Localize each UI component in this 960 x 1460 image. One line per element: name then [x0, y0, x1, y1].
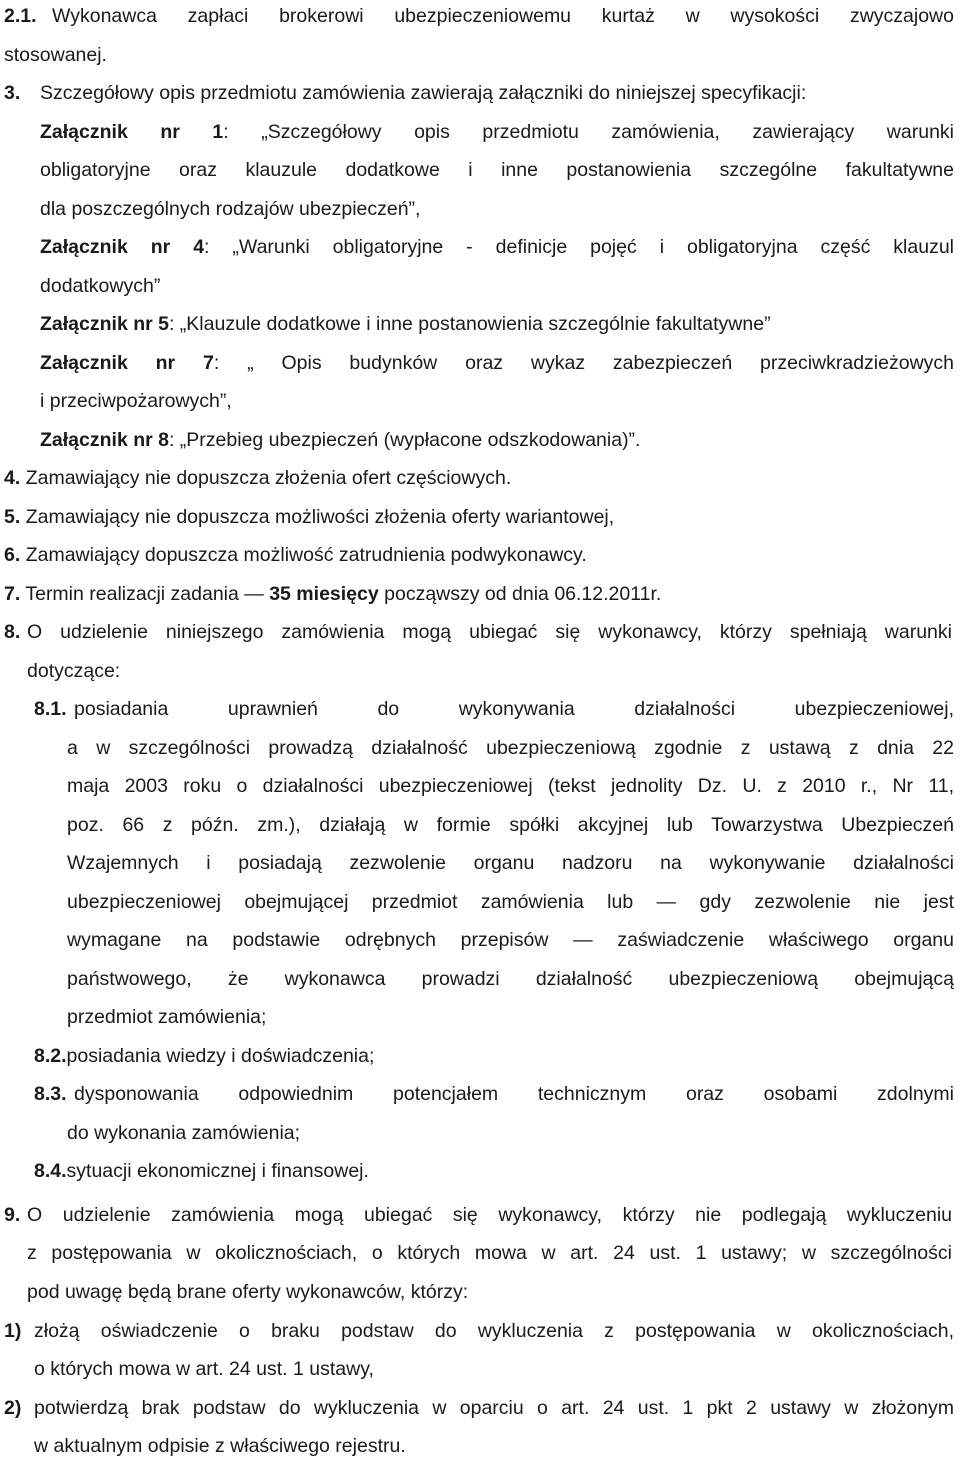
section-number: 5. [4, 506, 21, 528]
section-8-number [4, 620, 20, 644]
term-emphasis: 35 miesięcy [269, 583, 379, 605]
attachment-5-line1 [40, 312, 771, 336]
section-number: 8. [4, 621, 21, 643]
attachment-label: Załącznik nr 5 [40, 313, 169, 335]
attachment-text: : „Warunki obligatoryjne - definicje pojęć i obligatoryjna część klauzul [204, 236, 954, 258]
attachment-text: dodatkowych” [40, 275, 161, 297]
section-9-number [4, 1203, 20, 1227]
paragraph-text: Zamawiający nie dopuszcza możliwości złożenia oferty wariantowej, [25, 506, 615, 528]
section-7 [4, 582, 661, 606]
paragraph-text: a w szczególności prowadzą działalność ubezpieczeniową zgodnie z ustawą z dnia 22 [67, 737, 954, 759]
attachment-text: : „ Opis budynków oraz wykaz zabezpieczeń przeciwkradzieżowych [213, 352, 955, 374]
section-8-4 [34, 1159, 369, 1183]
section-number: 8.3. [34, 1083, 67, 1105]
section-9-line3 [27, 1280, 468, 1304]
list-item-1-line2 [34, 1357, 374, 1381]
attachment-text: dla poszczególnych rodzajów ubezpieczeń”, [40, 198, 421, 220]
list-number: 1) [4, 1320, 22, 1342]
section-8-3-number [34, 1082, 67, 1106]
section-number: 4. [4, 467, 21, 489]
section-number: 9. [4, 1204, 21, 1226]
paragraph-text: w aktualnym odpisie z właściwego rejestru. [34, 1435, 406, 1457]
section-8-1-number [34, 697, 67, 721]
section-number: 7. [4, 583, 21, 605]
section-number: 3. [4, 82, 21, 104]
section-8-1-line5 [67, 851, 954, 875]
section-3-number [4, 81, 20, 105]
paragraph-text: dotyczące: [27, 660, 121, 682]
attachment-text: obligatoryjne oraz klauzule dodatkowe i inne postanowienia szczególne fakultatywne [40, 159, 954, 181]
paragraph-text: O udzielenie niniejszego zamówienia mogą ubiegać się wykonawcy, którzy spełniają warunki [27, 621, 952, 643]
section-8-1-line1 [74, 697, 954, 721]
section-8-line1 [27, 620, 952, 644]
paragraph-text: ubezpieczeniowej obejmującej przedmiot zamówienia lub — gdy zezwolenie nie jest [67, 891, 954, 913]
section-8-1-line7 [67, 928, 954, 952]
paragraph-text: potwierdzą brak podstaw do wykluczenia w oparciu o art. 24 ust. 1 pkt 2 ustawy w złożonym [34, 1397, 954, 1419]
attachment-label: Załącznik nr 4 [40, 236, 205, 258]
attachment-7-line2 [40, 389, 232, 413]
paragraph-text: posiadania uprawnień do wykonywania działalności ubezpieczeniowej, [74, 698, 954, 720]
section-8-1-line3 [67, 774, 954, 798]
section-8-1-line6 [67, 890, 954, 914]
attachment-text: : „Klauzule dodatkowe i inne postanowienia szczególnie fakultatywne” [168, 313, 771, 335]
section-8-1-line2 [67, 736, 954, 760]
paragraph-text: dysponowania odpowiednim potencjałem technicznym oraz osobami zdolnymi [74, 1083, 954, 1105]
section-8-1-line8 [67, 967, 954, 991]
paragraph-text: stosowanej. [4, 44, 107, 66]
list-item-1-line1 [34, 1319, 954, 1343]
paragraph-text: O udzielenie zamówienia mogą ubiegać się wykonawcy, którzy nie podlegają wykluczeniu [27, 1204, 952, 1226]
section-8-line2 [27, 659, 120, 683]
attachment-1-line3 [40, 197, 420, 221]
section-number: 2.1. [4, 5, 37, 27]
paragraph-text: pod uwagę będą brane oferty wykonawców, którzy: [27, 1281, 469, 1303]
list-item-2-line1 [34, 1396, 954, 1420]
paragraph-text: Wykonawca zapłaci brokerowi ubezpieczeniowemu kurtaż w wysokości zwyczajowo [52, 5, 954, 27]
section-2-1-line2 [4, 43, 107, 67]
paragraph-text: poz. 66 z późn. zm.), działają w formie spółki akcyjnej lub Towarzystwa Ubezpieczeń [67, 814, 954, 836]
section-3-intro [40, 81, 806, 105]
paragraph-text: o których mowa w art. 24 ust. 1 ustawy, [34, 1358, 374, 1380]
paragraph-text: państwowego, że wykonawca prowadzi działalność ubezpieczeniową obejmującą [67, 968, 954, 990]
paragraph-text: począwszy od dnia 06.12.2011r. [384, 583, 662, 605]
list-item-1-number [4, 1319, 21, 1343]
attachment-7-line1 [40, 351, 954, 375]
attachment-4-line1 [40, 235, 954, 259]
paragraph-text: wymagane na podstawie odrębnych przepisów — zaświadczenie właściwego organu [67, 929, 954, 951]
section-8-3-line1 [74, 1082, 954, 1106]
paragraph-text: Szczegółowy opis przedmiotu zamówienia zawierają załączniki do niniejszej specyfikacji: [40, 82, 807, 104]
section-8-1-line9 [67, 1005, 266, 1029]
section-8-2 [34, 1044, 374, 1068]
attachment-1-line1 [40, 120, 954, 144]
section-6 [4, 543, 587, 567]
attachment-text: : „Przebieg ubezpieczeń (wypłacone odszkodowania)”. [168, 429, 641, 451]
paragraph-text: Zamawiający nie dopuszcza złożenia ofert częściowych. [25, 467, 512, 489]
paragraph-text: posiadania wiedzy i doświadczenia; [66, 1045, 375, 1067]
paragraph-text: złożą oświadczenie o braku podstaw do wykluczenia z postępowania w okolicznościach, [34, 1320, 954, 1342]
section-4 [4, 466, 511, 490]
attachment-label: Załącznik nr 1 [40, 121, 224, 143]
paragraph-text: do wykonania zamówienia; [67, 1122, 301, 1144]
paragraph-text: przedmiot zamówienia; [67, 1006, 267, 1028]
attachment-8-line1 [40, 428, 640, 452]
list-item-2-line2 [34, 1434, 406, 1458]
section-9-line1 [27, 1203, 952, 1227]
section-8-1-line4 [67, 813, 954, 837]
section-8-3-line2 [67, 1121, 300, 1145]
attachment-text: i przeciwpożarowych”, [40, 390, 232, 412]
section-number: 8.4. [34, 1160, 67, 1182]
section-9-line2 [27, 1241, 952, 1265]
attachment-text: : „Szczegółowy opis przedmiotu zamówienia, zawierający warunki [223, 121, 954, 143]
paragraph-text: sytuacji ekonomicznej i finansowej. [66, 1160, 369, 1182]
section-number: 6. [4, 544, 21, 566]
list-number: 2) [4, 1397, 22, 1419]
attachment-4-line2 [40, 274, 160, 298]
paragraph-text: Zamawiający dopuszcza możliwość zatrudnienia podwykonawcy. [25, 544, 587, 566]
list-item-2-number [4, 1396, 21, 1420]
dash: — [244, 583, 264, 605]
section-2-1-text [52, 4, 954, 28]
section-5 [4, 505, 614, 529]
section-number: 8.2. [34, 1045, 67, 1067]
paragraph-text: Wzajemnych i posiadają zezwolenie organu nadzoru na wykonywanie działalności [67, 852, 954, 874]
attachment-label: Załącznik nr 7 [40, 352, 214, 374]
paragraph-text: z postępowania w okolicznościach, o których mowa w art. 24 ust. 1 ustawy; w szczególności [27, 1242, 952, 1264]
attachment-1-line2 [40, 158, 954, 182]
attachment-label: Załącznik nr 8 [40, 429, 169, 451]
paragraph-text: Termin realizacji zadania [25, 583, 239, 605]
section-number: 8.1. [34, 698, 67, 720]
paragraph-text: maja 2003 roku o działalności ubezpieczeniowej (tekst jednolity Dz. U. z 2010 r., Nr 11, [67, 775, 954, 797]
